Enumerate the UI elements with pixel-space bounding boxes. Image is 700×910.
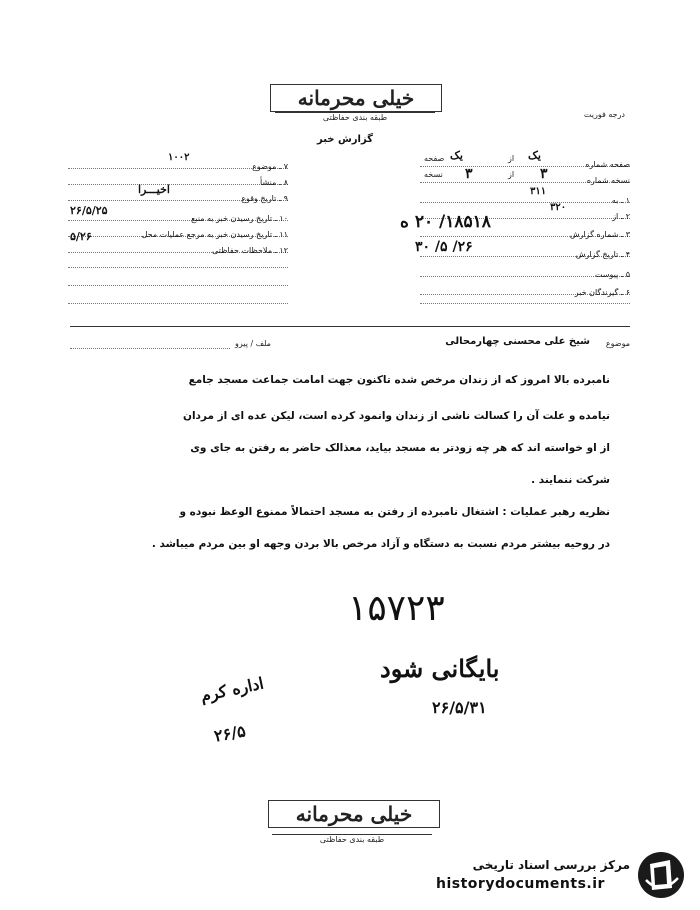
- urgency-label: درجه فوریت: [583, 110, 625, 119]
- field-label: ۱ ـ به: [611, 196, 630, 205]
- field-unit: صفحه: [424, 154, 445, 163]
- field-value: ۳: [540, 166, 548, 182]
- classification-label-bottom: طبقه بندی حفاظتی: [272, 834, 432, 844]
- field-value: یک: [528, 149, 541, 162]
- field-of-label: از: [508, 154, 515, 163]
- body-line: نیامده و علت آن را کسالت ناشی از زندان وانمود کرده است، لیکن عده ای از مردان: [182, 410, 610, 422]
- field-row: [420, 262, 630, 277]
- field-label: ۱۰ ـ تاریخ رسیدن خبر به منبع: [191, 214, 288, 223]
- field-row: [415, 239, 630, 259]
- archive-date: ۲۶/۵/۳۱: [432, 698, 487, 717]
- handwritten-number: ۱۵۷۲۳: [348, 588, 445, 629]
- subject-row: [70, 326, 630, 347]
- field-label: ۲ ـ از: [612, 212, 630, 221]
- classification-stamp-bottom: خیلی محرمانه: [268, 800, 440, 828]
- field-row: [420, 188, 630, 203]
- archive-center-name: مرکز بررسی اسناد تاریخی: [472, 858, 630, 872]
- file-reference-label: ملف / پیرو: [235, 339, 271, 348]
- field-label: ۵ ـ پیوست: [594, 270, 630, 279]
- classification-stamp-top: خیلی محرمانه: [270, 84, 442, 112]
- field-value: ۳۱۱: [530, 186, 547, 197]
- body-line: شرکت ننمایند .: [531, 474, 610, 486]
- field-label: ۳ ـ شماره گزارش: [569, 230, 630, 239]
- archive-note: بایگانی شود: [380, 654, 500, 683]
- field-label: ۴ ـ تاریخ گزارش: [575, 250, 630, 259]
- field-value: ۵/۲۶: [70, 230, 92, 243]
- blank-line: [68, 266, 288, 268]
- field-value: ۲۶/۵/۲۵: [70, 204, 108, 217]
- field-row: [420, 149, 630, 169]
- body-line: نظریه رهبر عملیات : اشتغال نامبرده از رفتن به مسجد احتمالاً ممنوع الوعظ نبوده و: [179, 506, 610, 518]
- website-url: historydocuments.ir: [436, 876, 605, 892]
- body-line: در روحیه بیشتر مردم نسبت به دستگاه و آزاد مرخص بالا بردن وجهه او بین مردم میباشد .: [151, 538, 610, 550]
- admin-date: ۲۶/۵: [212, 721, 248, 746]
- report-title: گزارش خبر: [316, 134, 373, 145]
- field-label: ۱۲ ـ ملاحظات حفاظتی: [212, 246, 288, 255]
- blank-line: [68, 284, 288, 286]
- field-value: اخیـــرا: [138, 183, 170, 196]
- field-row: [68, 238, 288, 253]
- subject-label: موضوع: [605, 339, 630, 348]
- field-value: ۲۶/ ۵/ ۳۰: [415, 239, 473, 255]
- field-label: صفحه شماره: [585, 160, 630, 169]
- field-value: ۱۸۵۱۸/ ۲۰ ه: [400, 212, 491, 232]
- field-row: [420, 280, 630, 295]
- field-row: [68, 154, 288, 169]
- field-row: [68, 183, 288, 203]
- field-of-value: ۳: [465, 166, 473, 182]
- blank-line: [68, 302, 288, 304]
- field-label: نسخه شماره: [586, 176, 630, 185]
- field-unit: نسخه: [424, 170, 443, 179]
- field-label: ۷ ـ موضوع: [252, 162, 288, 171]
- body-line: از او خواسته اند که هر چه زودتر به مسجد بیاید، معذالک حاضر به رفتن به جای وی: [190, 442, 610, 454]
- body-line: نامبرده بالا امروز که از زندان مرخص شده تاکنون جهت امامت جماعت مسجد جامع: [188, 374, 610, 386]
- archive-logo-icon: [636, 850, 686, 900]
- field-row: [420, 168, 630, 183]
- field-value: ۳۲۰: [550, 202, 567, 213]
- field-label: ۶ ـ گیرندگان خبر: [574, 288, 630, 297]
- classification-label-top: طبقه بندی حفاظتی: [275, 112, 435, 122]
- field-row: [68, 222, 288, 243]
- field-value: ۱۰۰۲: [168, 152, 190, 163]
- field-label: ۸ ـ منشأ: [260, 178, 288, 187]
- file-reference-line: [70, 347, 230, 349]
- field-label: ۱۱ ـ تاریخ رسیدن خبر به مرجع عملیات محل: [141, 230, 288, 239]
- field-of-label: از: [508, 170, 515, 179]
- subject-value: شیخ علی محسنی چهارمحالی: [445, 336, 590, 347]
- field-row: [68, 206, 288, 221]
- field-label: ۹ ـ تاریخ وقوع: [241, 194, 288, 203]
- admin-note: اداره کرم: [198, 673, 266, 706]
- field-of-value: یک: [450, 149, 463, 162]
- blank-line: [420, 302, 630, 304]
- field-row: [68, 170, 288, 185]
